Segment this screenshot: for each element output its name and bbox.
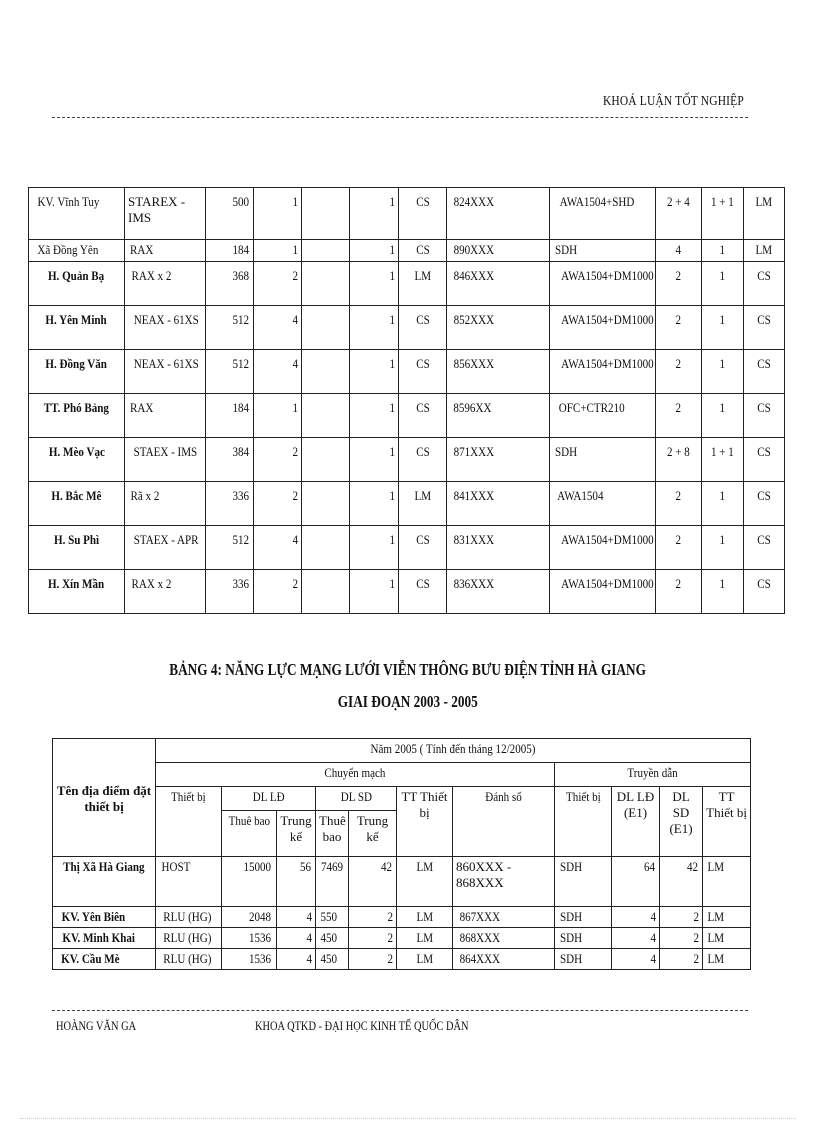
cell-dl-sd: 1 xyxy=(702,482,744,526)
cell-capacity: 512 xyxy=(206,306,254,350)
cell-trunk: 4 xyxy=(277,928,316,949)
cell-blank xyxy=(302,350,350,394)
cell-type: CS xyxy=(399,240,447,262)
cell-blank xyxy=(302,188,350,240)
cell-unit: 1 xyxy=(350,350,399,394)
header-tx-dl-sd: DL SD (E1) xyxy=(660,787,703,857)
cell-location: KV. Yên Biên xyxy=(53,907,156,928)
cell-dl-ld: 2 xyxy=(656,482,702,526)
cell-numbering: 868XXX xyxy=(453,928,555,949)
cell-tx-dl-ld: 64 xyxy=(612,857,660,907)
cell-device: NEAX - 61XS xyxy=(125,306,206,350)
cell-type: CS xyxy=(399,394,447,438)
cell-capacity: 336 xyxy=(206,482,254,526)
header-numbering: Đánh số xyxy=(453,787,555,857)
cell-capacity: 184 xyxy=(206,394,254,438)
table-row xyxy=(53,949,751,970)
cell-tx-dl-ld: 4 xyxy=(612,928,660,949)
cell-device: RAX xyxy=(125,394,206,438)
header-tx-dl-ld: DL LĐ (E1) xyxy=(612,787,660,857)
cell-unit: 1 xyxy=(350,570,399,614)
cell-tt: CS xyxy=(744,570,785,614)
cell-dl-sd: 1 + 1 xyxy=(702,438,744,482)
cell-transmission: AWA1504+DM1000 xyxy=(550,570,656,614)
cell-trunk: 2 xyxy=(254,570,302,614)
cell-sd-trunk: 2 xyxy=(349,907,397,928)
cell-capacity: 500 xyxy=(206,188,254,240)
table-row xyxy=(29,438,785,482)
cell-transmission: AWA1504+DM1000 xyxy=(550,526,656,570)
cell-device: RAX xyxy=(125,240,206,262)
header-dl-sd: DL SD xyxy=(316,787,397,811)
cell-tt: LM xyxy=(744,240,785,262)
cell-dl-ld: 2 xyxy=(656,350,702,394)
cell-sd-subscriber: 550 xyxy=(316,907,349,928)
cell-blank xyxy=(302,262,350,306)
page-bottom-rule xyxy=(20,1118,796,1119)
cell-location: H. Bắc Mê xyxy=(29,482,125,526)
cell-tx-device: SDH xyxy=(555,949,612,970)
network-capacity-table xyxy=(52,738,751,970)
cell-dl-ld: 2 + 4 xyxy=(656,188,702,240)
cell-trunk: 4 xyxy=(254,350,302,394)
cell-device: STAEX - IMS xyxy=(125,438,206,482)
cell-tt: CS xyxy=(744,526,785,570)
cell-numbering: 846XXX xyxy=(447,262,550,306)
cell-location: H. Mèo Vạc xyxy=(29,438,125,482)
cell-numbering: 836XXX xyxy=(447,570,550,614)
cell-unit: 1 xyxy=(350,306,399,350)
cell-type: LM xyxy=(399,482,447,526)
cell-trunk: 4 xyxy=(277,907,316,928)
cell-location: KV. Minh Khai xyxy=(53,928,156,949)
network-table-continued xyxy=(28,187,785,614)
cell-unit: 1 xyxy=(350,188,399,240)
cell-numbering: 831XXX xyxy=(447,526,550,570)
cell-tt: CS xyxy=(744,350,785,394)
cell-sd-subscriber: 450 xyxy=(316,949,349,970)
cell-transmission: AWA1504+DM1000 xyxy=(550,262,656,306)
cell-sd-trunk: 42 xyxy=(349,857,397,907)
cell-dl-sd: 1 xyxy=(702,240,744,262)
cell-device: RAX x 2 xyxy=(125,570,206,614)
cell-location: Xã Đồng Yên xyxy=(29,240,125,262)
cell-tx-tt: LM xyxy=(703,907,751,928)
cell-device: NEAX - 61XS xyxy=(125,350,206,394)
cell-numbering: 856XXX xyxy=(447,350,550,394)
cell-unit: 1 xyxy=(350,482,399,526)
cell-dl-sd: 1 xyxy=(702,306,744,350)
cell-type: CS xyxy=(399,188,447,240)
cell-device: STAEX - APR xyxy=(125,526,206,570)
cell-capacity: 384 xyxy=(206,438,254,482)
cell-blank xyxy=(302,438,350,482)
cell-trunk: 1 xyxy=(254,394,302,438)
cell-dl-ld: 2 xyxy=(656,570,702,614)
cell-dl-ld: 4 xyxy=(656,240,702,262)
table-row xyxy=(29,240,785,262)
cell-unit: 1 xyxy=(350,240,399,262)
cell-numbering: 852XXX xyxy=(447,306,550,350)
cell-tt-device: LM xyxy=(397,949,453,970)
cell-tt: CS xyxy=(744,262,785,306)
cell-subscriber: 2048 xyxy=(222,907,277,928)
cell-type: CS xyxy=(399,306,447,350)
cell-device: HOST xyxy=(156,857,222,907)
cell-numbering: 860XXX - 868XXX xyxy=(453,857,555,907)
cell-type: CS xyxy=(399,350,447,394)
cell-device: RLU (HG) xyxy=(156,928,222,949)
header-divider xyxy=(52,117,748,118)
cell-tx-device: SDH xyxy=(555,928,612,949)
table-title-line1: BẢNG 4: NĂNG LỰC MẠNG LƯỚI VIỄN THÔNG BƯU ĐIỆN TỈNH HÀ GIANG xyxy=(169,660,647,679)
cell-capacity: 184 xyxy=(206,240,254,262)
cell-type: CS xyxy=(399,526,447,570)
cell-tx-tt: LM xyxy=(703,857,751,907)
cell-device: RAX x 2 xyxy=(125,262,206,306)
cell-tx-dl-sd: 2 xyxy=(660,928,703,949)
cell-transmission: OFC+CTR210 xyxy=(550,394,656,438)
cell-blank xyxy=(302,306,350,350)
table-row xyxy=(29,482,785,526)
cell-numbering: 841XXX xyxy=(447,482,550,526)
header-location: Tên địa điểm đặt thiết bị xyxy=(53,739,156,857)
table-row xyxy=(29,526,785,570)
cell-transmission: SDH xyxy=(550,438,656,482)
cell-dl-sd: 1 xyxy=(702,350,744,394)
header-tx-tt-device: TT Thiết bị xyxy=(703,787,751,857)
cell-tt-device: LM xyxy=(397,928,453,949)
cell-trunk: 1 xyxy=(254,188,302,240)
cell-numbering: 824XXX xyxy=(447,188,550,240)
cell-tx-device: SDH xyxy=(555,907,612,928)
cell-unit: 1 xyxy=(350,438,399,482)
cell-dl-sd: 1 xyxy=(702,526,744,570)
table-row xyxy=(29,262,785,306)
cell-tx-dl-sd: 42 xyxy=(660,857,703,907)
cell-capacity: 368 xyxy=(206,262,254,306)
cell-location: H. Su Phì xyxy=(29,526,125,570)
cell-tx-dl-sd: 2 xyxy=(660,907,703,928)
cell-trunk: 1 xyxy=(254,240,302,262)
cell-sd-subscriber: 450 xyxy=(316,928,349,949)
cell-dl-ld: 2 xyxy=(656,526,702,570)
cell-location: H. Xín Mần xyxy=(29,570,125,614)
cell-device: Rã x 2 xyxy=(125,482,206,526)
cell-tx-tt: LM xyxy=(703,949,751,970)
cell-subscriber: 15000 xyxy=(222,857,277,907)
cell-blank xyxy=(302,570,350,614)
table-row xyxy=(29,188,785,240)
header-tt-device: TT Thiết bị xyxy=(397,787,453,857)
cell-trunk: 4 xyxy=(254,526,302,570)
cell-transmission: AWA1504+DM1000 xyxy=(550,306,656,350)
cell-location: H. Yên Minh xyxy=(29,306,125,350)
cell-tx-dl-ld: 4 xyxy=(612,907,660,928)
cell-tx-dl-sd: 2 xyxy=(660,949,703,970)
cell-tt-device: LM xyxy=(397,907,453,928)
table-row xyxy=(53,857,751,907)
cell-location: Thị Xã Hà Giang xyxy=(53,857,156,907)
header-year: Năm 2005 ( Tính đến tháng 12/2005) xyxy=(156,739,751,763)
document-header-title: KHOÁ LUẬN TỐT NGHIỆP xyxy=(603,94,744,109)
cell-tt: CS xyxy=(744,394,785,438)
cell-dl-sd: 1 xyxy=(702,394,744,438)
table-row xyxy=(29,306,785,350)
cell-dl-sd: 1 xyxy=(702,570,744,614)
footer-divider xyxy=(52,1010,748,1011)
cell-type: CS xyxy=(399,438,447,482)
cell-dl-ld: 2 + 8 xyxy=(656,438,702,482)
cell-transmission: AWA1504 xyxy=(550,482,656,526)
cell-subscriber: 1536 xyxy=(222,928,277,949)
cell-numbering: 8596XX xyxy=(447,394,550,438)
cell-device: RLU (HG) xyxy=(156,949,222,970)
cell-tt: CS xyxy=(744,482,785,526)
cell-type: CS xyxy=(399,570,447,614)
header-subscriber: Thuê bao xyxy=(222,811,277,857)
cell-sd-trunk: 2 xyxy=(349,949,397,970)
table-title-line2: GIAI ĐOẠN 2003 - 2005 xyxy=(338,692,478,711)
cell-trunk: 56 xyxy=(277,857,316,907)
cell-blank xyxy=(302,482,350,526)
cell-trunk: 4 xyxy=(277,949,316,970)
cell-blank xyxy=(302,394,350,438)
cell-location: TT. Phó Bảng xyxy=(29,394,125,438)
cell-location: KV. Vĩnh Tuy xyxy=(29,188,125,240)
cell-tt-device: LM xyxy=(397,857,453,907)
cell-location: KV. Cầu Mè xyxy=(53,949,156,970)
cell-location: H. Đồng Văn xyxy=(29,350,125,394)
cell-transmission: AWA1504+SHD xyxy=(550,188,656,240)
cell-dl-ld: 2 xyxy=(656,306,702,350)
header-sd-trunk: Trung kế xyxy=(349,811,397,857)
cell-capacity: 512 xyxy=(206,526,254,570)
table-row xyxy=(29,570,785,614)
cell-trunk: 2 xyxy=(254,262,302,306)
cell-tt: CS xyxy=(744,306,785,350)
cell-numbering: 871XXX xyxy=(447,438,550,482)
cell-dl-sd: 1 xyxy=(702,262,744,306)
cell-device: RLU (HG) xyxy=(156,907,222,928)
header-dl-ld: DL LĐ xyxy=(222,787,316,811)
cell-dl-ld: 2 xyxy=(656,262,702,306)
table-row xyxy=(29,394,785,438)
cell-blank xyxy=(302,240,350,262)
cell-unit: 1 xyxy=(350,394,399,438)
cell-tt: CS xyxy=(744,438,785,482)
cell-trunk: 2 xyxy=(254,482,302,526)
cell-tx-device: SDH xyxy=(555,857,612,907)
cell-dl-sd: 1 + 1 xyxy=(702,188,744,240)
table-row xyxy=(29,350,785,394)
header-trunk: Trung kế xyxy=(277,811,316,857)
cell-sd-subscriber: 7469 xyxy=(316,857,349,907)
footer-author: HOÀNG VĂN GA xyxy=(56,1018,137,1033)
cell-sd-trunk: 2 xyxy=(349,928,397,949)
cell-capacity: 336 xyxy=(206,570,254,614)
cell-numbering: 867XXX xyxy=(453,907,555,928)
cell-trunk: 2 xyxy=(254,438,302,482)
footer-faculty: KHOA QTKD - ĐẠI HỌC KINH TẾ QUỐC DÂN xyxy=(255,1018,469,1033)
cell-location: H. Quản Bạ xyxy=(29,262,125,306)
table-row xyxy=(53,907,751,928)
cell-tx-tt: LM xyxy=(703,928,751,949)
cell-trunk: 4 xyxy=(254,306,302,350)
cell-type: LM xyxy=(399,262,447,306)
cell-unit: 1 xyxy=(350,526,399,570)
header-sd-subscriber: Thuê bao xyxy=(316,811,349,857)
cell-dl-ld: 2 xyxy=(656,394,702,438)
header-tx-device: Thiết bị xyxy=(555,787,612,857)
cell-capacity: 512 xyxy=(206,350,254,394)
cell-blank xyxy=(302,526,350,570)
cell-transmission: SDH xyxy=(550,240,656,262)
header-transmission: Truyền dẫn xyxy=(555,763,751,787)
cell-unit: 1 xyxy=(350,262,399,306)
cell-numbering: 864XXX xyxy=(453,949,555,970)
cell-subscriber: 1536 xyxy=(222,949,277,970)
cell-device: STAREX - IMS xyxy=(125,188,206,240)
cell-tt: LM xyxy=(744,188,785,240)
cell-numbering: 890XXX xyxy=(447,240,550,262)
table-row xyxy=(53,928,751,949)
header-device: Thiết bị xyxy=(156,787,222,857)
header-switching: Chuyển mạch xyxy=(156,763,555,787)
cell-transmission: AWA1504+DM1000 xyxy=(550,350,656,394)
cell-tx-dl-ld: 4 xyxy=(612,949,660,970)
